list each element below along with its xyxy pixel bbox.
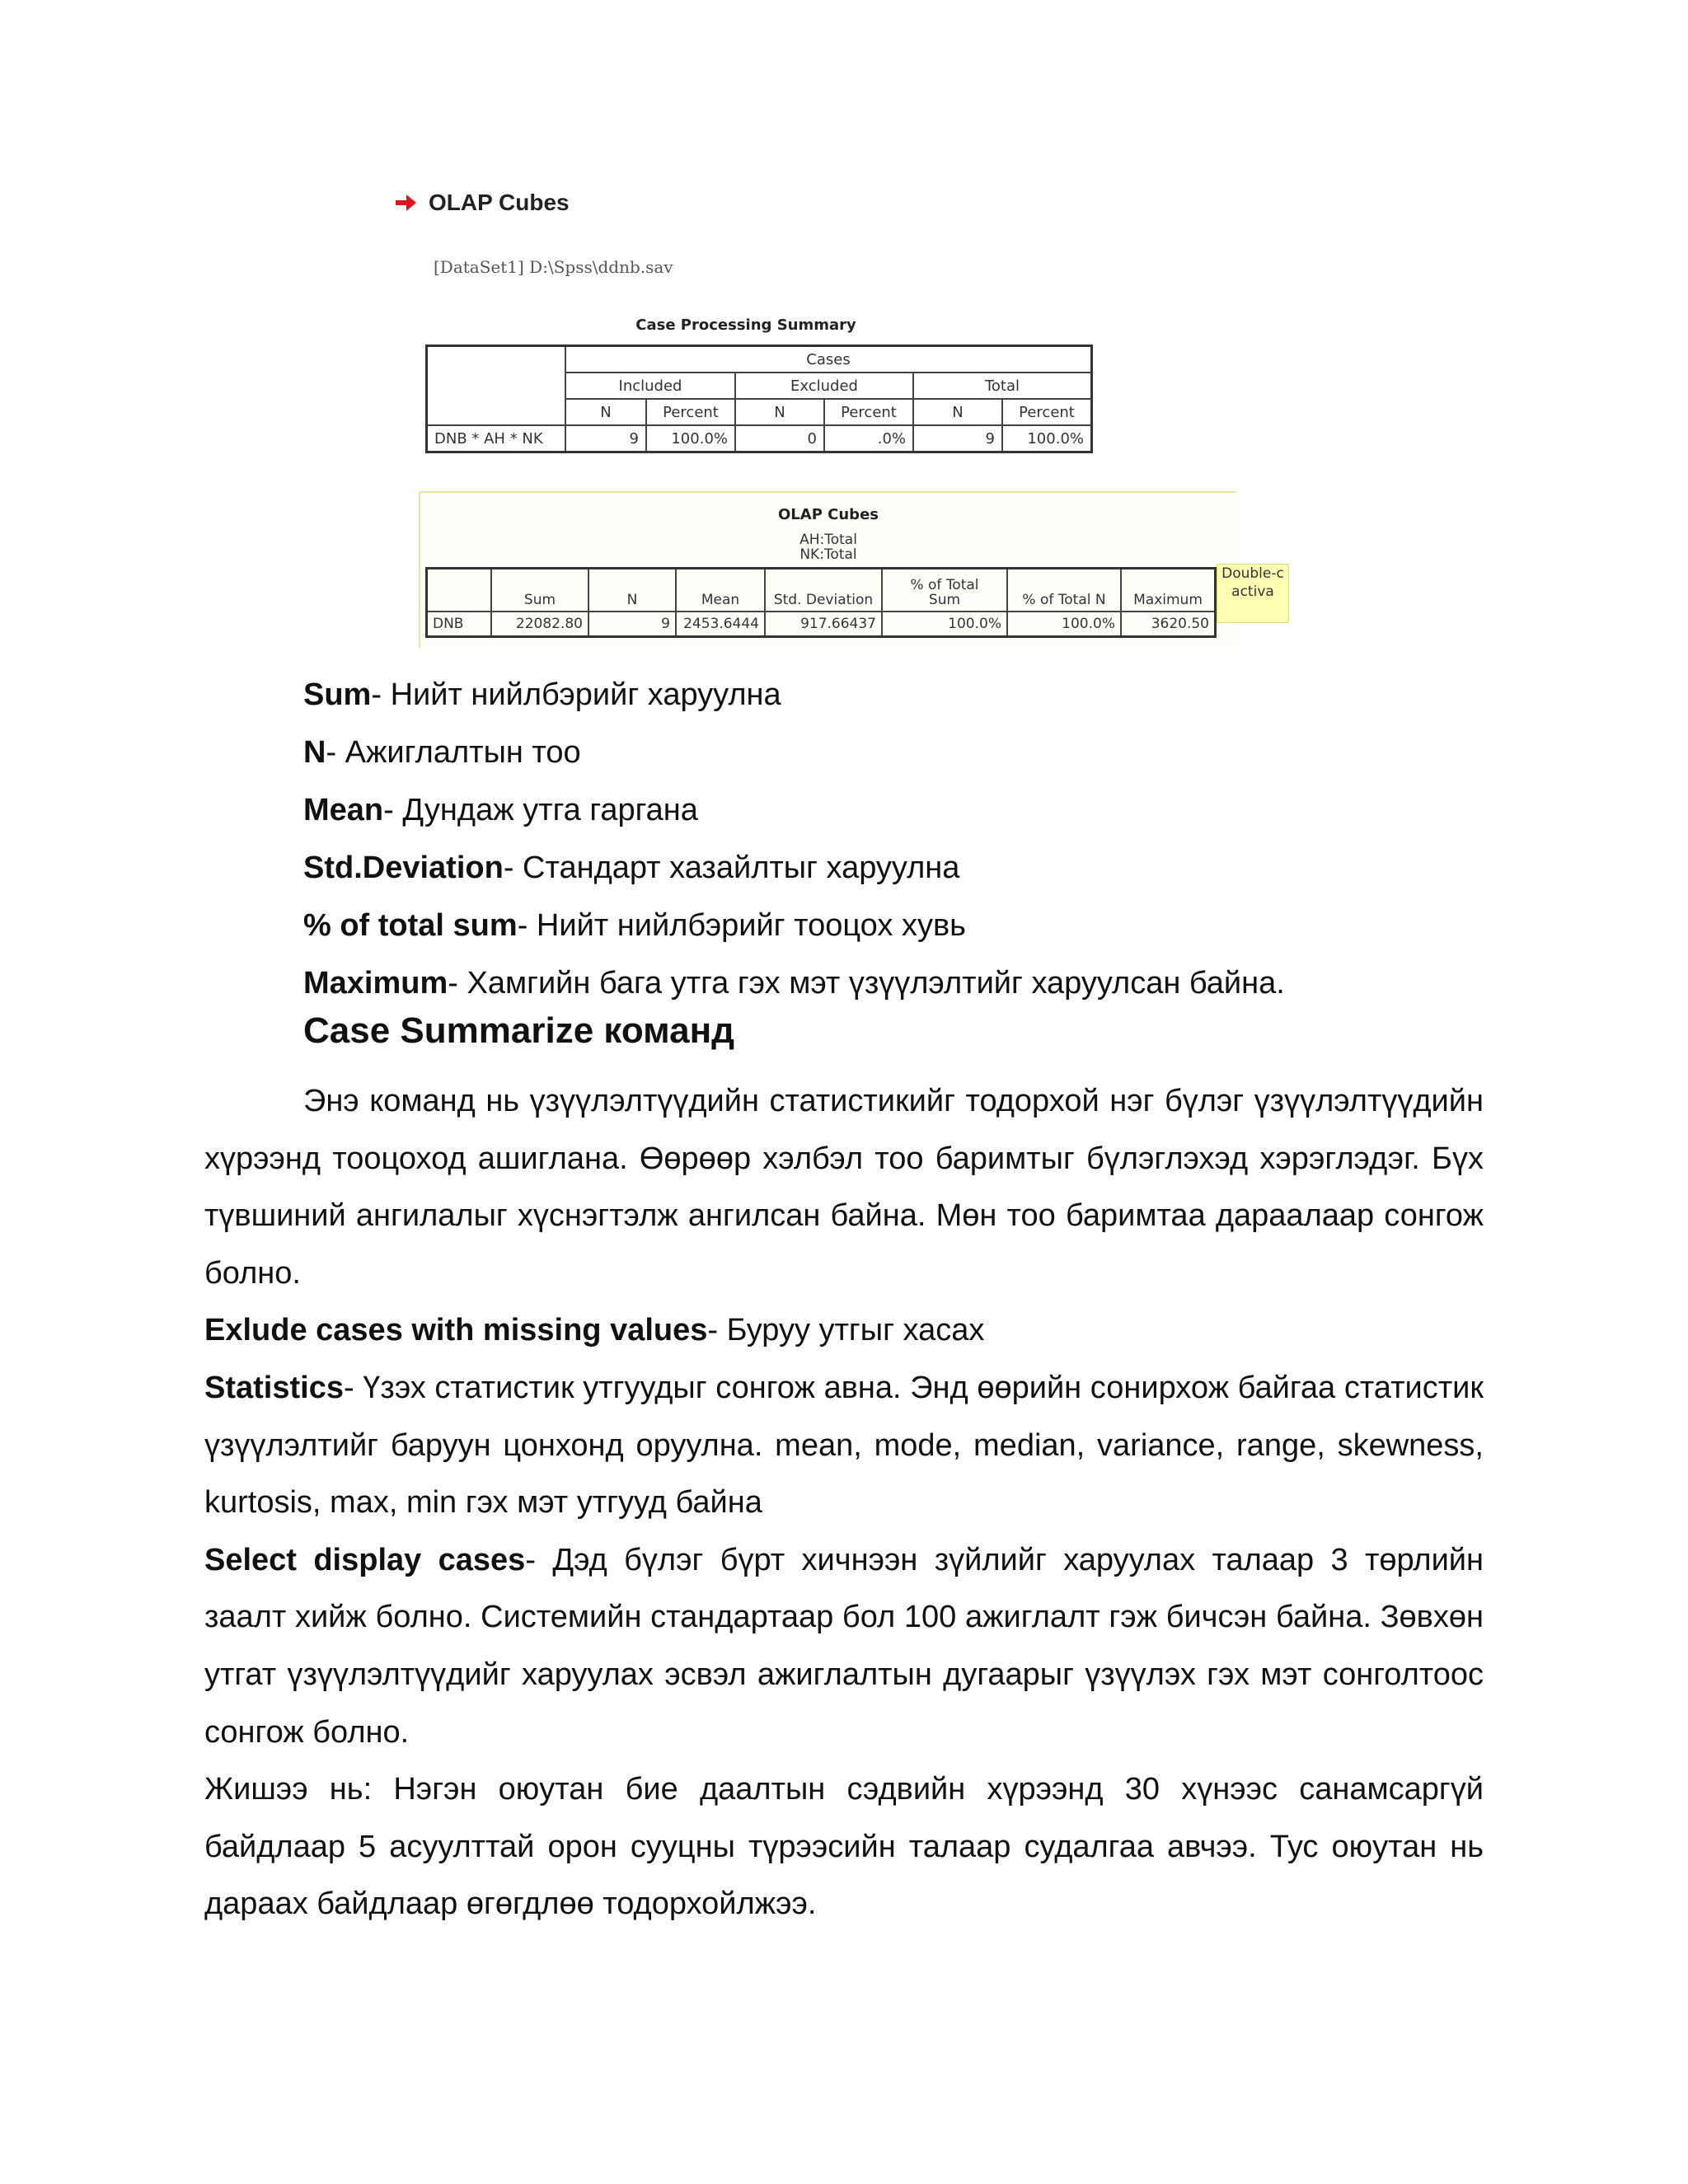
column-header: N	[588, 569, 676, 612]
column-header: N	[913, 399, 1002, 425]
column-header	[882, 569, 1007, 612]
definition-term: % of total sum	[303, 908, 518, 943]
definition-term: Sum	[303, 677, 372, 712]
layer-label: AH:Total	[799, 532, 857, 548]
definition-term: Std.Deviation	[303, 851, 504, 885]
group-header: Excluded	[735, 373, 913, 399]
column-header: % of Total N	[1007, 569, 1121, 612]
olap-cubes-table	[425, 567, 1217, 638]
table-cell: 22082.80	[491, 612, 588, 637]
definitions-list	[303, 666, 1285, 1012]
section-heading: Case Summarize команд	[303, 1010, 735, 1051]
definition-item	[303, 781, 1285, 839]
definition-item	[303, 724, 1285, 781]
output-heading	[396, 186, 570, 219]
table-cell: 100.0%	[1002, 425, 1092, 452]
table-cell: 9	[588, 612, 676, 637]
tooltip-line: Double-c	[1221, 565, 1284, 582]
table-cell: 917.66437	[765, 612, 882, 637]
table-cell: 0	[735, 425, 824, 452]
group-header: Total	[913, 373, 1092, 399]
column-header: Mean	[676, 569, 765, 612]
column-header: Sum	[491, 569, 588, 612]
column-header: N	[565, 399, 646, 425]
term: Exlude cases with missing values	[204, 1313, 708, 1348]
column-header: Maximum	[1121, 569, 1216, 612]
column-header: Percent	[824, 399, 913, 425]
table-cell: .0%	[824, 425, 913, 452]
table-cell: 100.0%	[1007, 612, 1121, 637]
definition-item	[303, 839, 1285, 897]
term-text: - Дэд бүлэг бүрт хичнээн зүйлийг харуулах талаар 3 төрлийн заалт хийж болно. Системийн стандартаар бол 100 ажиглалт гэж бичсэн байна. Зөвхөн утгат үзүүлэлтүүдийг харуулах эсвэл ажиглалтын дугаарыг үзүүлэх гэх мэт сонголтоос сонгож болно.	[204, 1542, 1484, 1750]
olap-caption: OLAP Cubes	[778, 506, 879, 523]
definition-term: Maximum	[303, 966, 448, 1001]
table-cell: 9	[565, 425, 646, 452]
row-label: DNB * AH * NK	[427, 425, 566, 452]
red-arrow-icon	[396, 194, 417, 212]
activate-tooltip[interactable]	[1217, 564, 1289, 623]
table-cell: 100.0%	[646, 425, 735, 452]
definition-text: - Стандарт хазайлтыг харуулна	[503, 851, 960, 885]
case-processing-caption: Case Processing Summary	[635, 316, 856, 334]
corner-cell	[427, 569, 492, 612]
cases-header: Cases	[565, 346, 1092, 373]
definition-item	[303, 897, 1285, 954]
term-text: - Буруу утгыг хасах	[707, 1313, 985, 1348]
output-title: OLAP Cubes	[429, 190, 570, 215]
table-cell: 2453.6444	[676, 612, 765, 637]
case-processing-table	[425, 344, 1093, 453]
definition-term: Mean	[303, 793, 384, 827]
header-line: % of Total	[910, 577, 979, 593]
paragraph: Жишээ нь: Нэгэн оюутан бие даалтын сэдвийн хүрээнд 30 хүнээс санамсаргүй байдлаар 5 асуулттай орон сууцны түрээсийн талаар судалгаа авчээ. Тус оюутан нь дараах байдлаар өгөгдлөө тодорхойлжээ.	[204, 1772, 1484, 1922]
dataset-line: [DataSet1] D:\Spss\ddnb.sav	[434, 257, 673, 277]
paragraph	[204, 1532, 1484, 1761]
layer-label: NK:Total	[799, 546, 857, 563]
column-header: Percent	[1002, 399, 1092, 425]
term: Select display cases	[204, 1542, 526, 1577]
tooltip-line: activa	[1231, 583, 1274, 600]
definition-term: N	[303, 735, 326, 770]
corner-cell	[427, 346, 566, 426]
definition-text: - Ажиглалтын тоо	[326, 735, 581, 770]
row-label: DNB	[427, 612, 492, 637]
term-text: - Үзэх статистик утгуудыг сонгож авна. Энд өөрийн сонирхож байгаа статистик үзүүлэлтийг баруун цонхонд оруулна. mean, mode, median, variance, range, skewness, kurtosis, max, min гэх мэт утгууд байна	[204, 1370, 1484, 1521]
definition-text: - Дундаж утга гаргана	[383, 793, 698, 827]
definition-item	[303, 954, 1285, 1012]
definition-text: - Хамгийн бага утга гэх мэт үзүүлэлтийг харуулсан байна.	[448, 966, 1285, 1001]
column-header: N	[735, 399, 824, 425]
table-cell: 100.0%	[882, 612, 1007, 637]
definition-text: - Нийт нийлбэрийг тооцох хувь	[517, 908, 966, 943]
column-header: Percent	[646, 399, 735, 425]
column-header: Std. Deviation	[765, 569, 882, 612]
definition-text: - Нийт нийлбэрийг харуулна	[371, 677, 781, 712]
definition-item	[303, 666, 1285, 724]
olap-cubes-panel[interactable]	[419, 491, 1236, 648]
table-cell: 9	[913, 425, 1002, 452]
header-line: Sum	[928, 592, 961, 608]
body-text	[204, 1073, 1484, 1933]
paragraph	[204, 1302, 1484, 1360]
paragraph: Энэ команд нь үзүүлэлтүүдийн статистикийг тодорхой нэг бүлэг үзүүлэлтүүдийн хүрээнд тооцоход ашиглана. Өөрөөр хэлбэл тоо баримтыг бүлэглэхэд хэрэглэдэг. Бүх түвшиний ангилалыг хүснэгтэлж ангилсан байна. Мөн тоо баримтаа дараалаар сонгож болно.	[204, 1084, 1484, 1291]
term: Statistics	[204, 1370, 344, 1405]
paragraph	[204, 1360, 1484, 1532]
table-cell: 3620.50	[1121, 612, 1216, 637]
group-header: Included	[565, 373, 735, 399]
